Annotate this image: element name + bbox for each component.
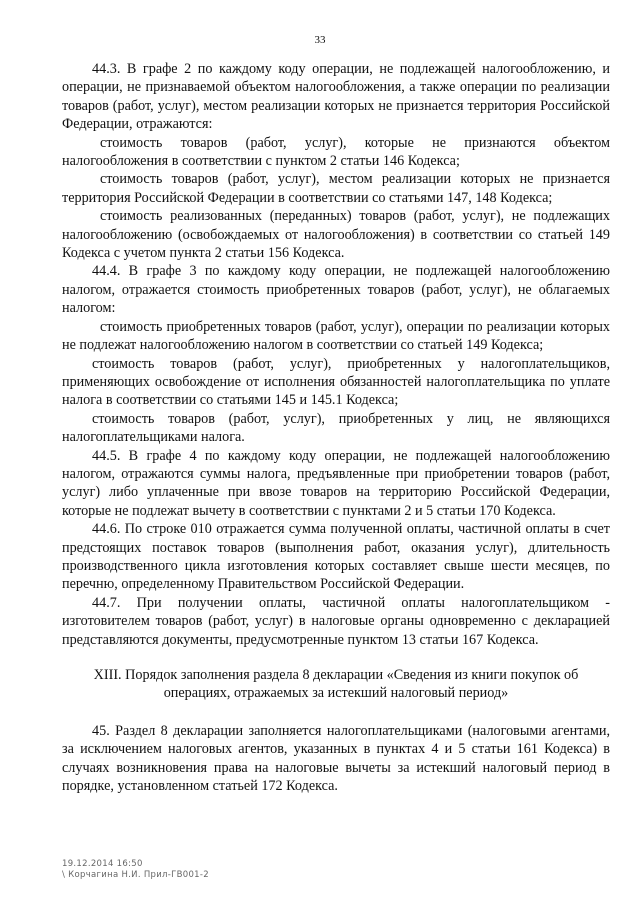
page-number: 33 <box>314 34 326 46</box>
paragraph-44-7: 44.7. При получении оплаты, частичной оплаты налогоплательщиком - изготовителем товаров (работ, услуг) в налоговые органы одновременно с декларацией представляются документы, предусмотренные пунктом 13 статьи 167 Кодекса. <box>62 594 610 648</box>
section-heading: XIII. Порядок заполнения раздела 8 декларации «Сведения из книги покупок об операциях, отражаемых за истекший налоговый период» <box>93 667 579 702</box>
paragraph-44-3-item-2: стоимость товаров (работ, услуг), местом реализации которых не признается территория Российской Федерации в соответствии со статьями 147, 148 Кодекса; <box>62 171 610 206</box>
paragraph-44-4-item-1: стоимость приобретенных товаров (работ, услуг), операции по реализации которых не подлежат налогообложению налогом в соответствии со статьей 149 Кодекса; <box>62 318 610 354</box>
paragraph-44-5: 44.5. В графе 4 по каждому коду операции, не подлежащей налогообложению налогом, отражаются суммы налога, предъявленные при приобретении товаров (работ, услуг) либо уплаченные при ввозе товаров на территорию Российской Федерации, которые не подлежат вычету в соответствии с пунктами 2 и 5 статьи 170 Кодекса. <box>62 447 610 519</box>
paragraph-44-6: 44.6. По строке 010 отражается сумма полученной оплаты, частичной оплаты в счет предстоящих поставок товаров (выполнения работ, оказания услуг), длительность производственного цикла изготовления которых составляет свыше шести месяцев, по перечню, определенному Правительством Российской Федерации. <box>62 521 610 593</box>
paragraph-44-4-item-3: стоимость товаров (работ, услуг), приобретенных у лиц, не являющихся налогоплательщиками налога. <box>62 410 610 446</box>
footer-timestamp: 19.12.2014 16:50 <box>62 859 143 869</box>
paragraph-44-4-intro: 44.4. В графе 3 по каждому коду операции, не подлежащей налогообложению налогом, отражается стоимость приобретенных товаров (работ, услуг), не облагаемых налогом: <box>62 263 610 317</box>
paragraph-44-3-item-1: стоимость товаров (работ, услуг), которые не признаются объектом налогообложения в соответствии с пунктом 2 статьи 146 Кодекса; <box>62 134 610 170</box>
paragraph-44-3-intro: 44.3. В графе 2 по каждому коду операции, не подлежащей налогообложению, и операции, не признаваемой объектом налогообложения, а также операции по реализации товаров (работ, услуг), местом реализации которых не признается территория Российской Федерации, отражаются: <box>62 61 610 133</box>
footer-author: \ Корчагина Н.И. Прил-ГВ001-2 <box>62 870 209 880</box>
paragraph-45: 45. Раздел 8 декларации заполняется налогоплательщиками (налоговыми агентами, за исключением налоговых агентов, указанных в пунктах 4 и 5 статьи 161 Кодекса) в случаях возникновения права на налоговые вычеты за истекший налоговый период в порядке, установленном статьей 172 Кодекса. <box>62 722 610 795</box>
paragraph-44-3-item-3: стоимость реализованных (переданных) товаров (работ, услуг), не подлежащих налогообложению (освобождаемых от налогообложения) в соответствии со статьей 149 Кодекса с учетом пункта 2 статьи 156 Кодекса. <box>62 208 610 262</box>
footer-stamp <box>62 859 209 881</box>
document-body <box>62 60 610 795</box>
paragraph-44-4-item-2: стоимость товаров (работ, услуг), приобретенных у налогоплательщиков, применяющих освобождение от исполнения обязанностей налогоплательщика по уплате налога в соответствии со статьями 145 и 145.1 Кодекса; <box>62 355 610 409</box>
